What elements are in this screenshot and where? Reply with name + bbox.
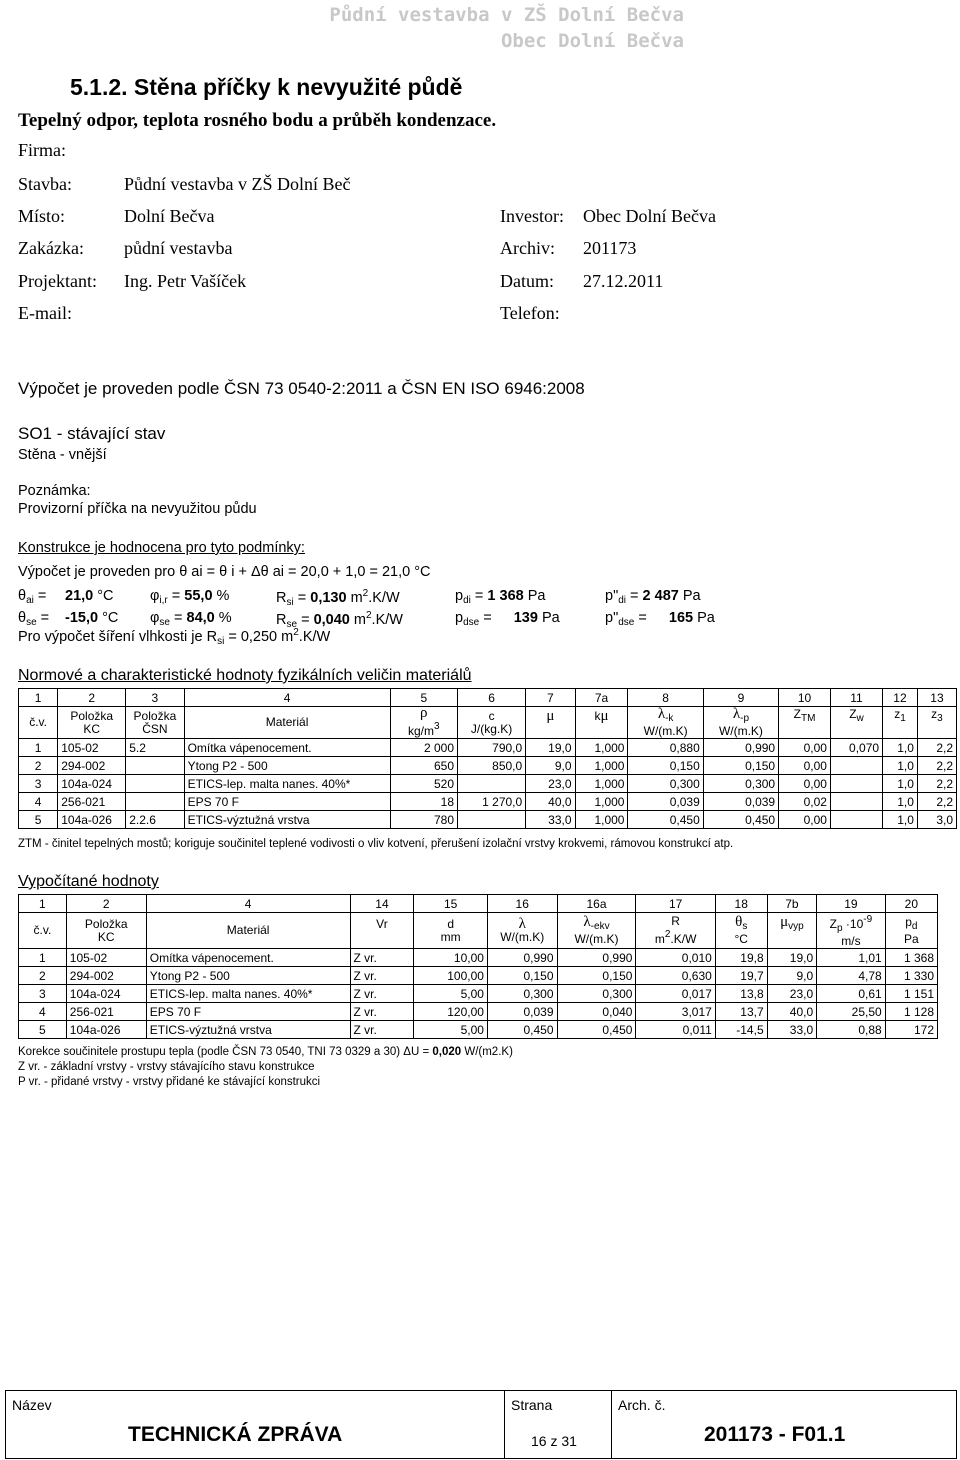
table-cell: 0,300 <box>487 985 557 1003</box>
table-cell: 0,02 <box>779 793 831 811</box>
header-c: c J/(kg.K) <box>458 707 526 739</box>
computed-column-numbers <box>19 895 938 913</box>
column-number: 16a <box>557 895 636 913</box>
header-kmu: kμ <box>575 707 628 739</box>
theta-ai-row: 21,0 °C <box>65 588 114 604</box>
table-cell: 4 <box>19 1003 67 1021</box>
rse-row: $R_{se} = 0,040$ $m^2.K/W$ <box>276 610 403 630</box>
table-cell: 1 151 <box>885 985 937 1003</box>
table-cell: 0,450 <box>557 1021 636 1039</box>
table-row <box>19 811 957 829</box>
table-cell: 1,0 <box>883 739 918 757</box>
conditions-line1: Výpočet je proveden pro θ ai = θ i + Δθ ai = 20,0 + 1,0 = 21,0 °C <box>18 564 431 580</box>
header-zw: $Z_w$ <box>830 707 882 739</box>
table-cell: 0,150 <box>557 967 636 985</box>
table-cell: 0,990 <box>703 739 778 757</box>
header-material: Materiál <box>146 913 350 949</box>
column-number: 7a <box>575 689 628 707</box>
table-cell: 0,150 <box>703 757 778 775</box>
rsi-moisture-row: Pro výpočet šíření vlhkosti je $R_{si} = 0,250$ $m^2.K/W$ <box>18 627 331 647</box>
table-cell: 4 <box>19 793 58 811</box>
table-cell: 3,017 <box>636 1003 715 1021</box>
rsi-moisture-value: 0,250 <box>240 629 278 645</box>
table-cell <box>830 811 882 829</box>
table-cell: 33,0 <box>526 811 575 829</box>
header-cv: č.v. <box>19 707 58 739</box>
table-cell: EPS 70 F <box>146 1003 350 1021</box>
header-lambda-k: $\lambda_{-k}$ W/(m.K) <box>628 707 703 739</box>
table-cell: 23,0 <box>767 985 817 1003</box>
stavba-label: Stavba: <box>18 174 72 194</box>
table-cell: 0,88 <box>817 1021 886 1039</box>
stavba-value: Půdní vestavba v ZŠ Dolní Beč <box>124 174 351 194</box>
table-row <box>19 793 957 811</box>
table-cell: 13,7 <box>715 1003 767 1021</box>
column-number: 8 <box>628 689 703 707</box>
table-cell <box>458 775 526 793</box>
table-cell: ETICS-lep. malta nanes. 40%* <box>146 985 350 1003</box>
title-block-name-label: Název <box>12 1397 52 1413</box>
column-number: 7 <box>526 689 575 707</box>
table-cell: Z vr. <box>350 949 414 967</box>
column-number: 2 <box>58 689 126 707</box>
table-cell: 120,00 <box>414 1003 488 1021</box>
correction-note-text: Korekce součinitele prostupu tepla (podle ČSN 73 0540, TNI 73 0329 a 30) ΔU = <box>18 1046 433 1058</box>
column-number: 1 <box>19 689 58 707</box>
table-cell: 0,300 <box>557 985 636 1003</box>
column-number: 10 <box>779 689 831 707</box>
pdi-sat-value: 2 487 <box>642 588 679 604</box>
table-cell: 1,0 <box>883 793 918 811</box>
table-cell: 9,0 <box>767 967 817 985</box>
table-cell: 19,0 <box>767 949 817 967</box>
projektant-label: Projektant: <box>18 271 97 291</box>
column-number: 3 <box>126 689 184 707</box>
rsi-value: 0,130 <box>310 590 347 606</box>
table-cell: 5 <box>19 811 58 829</box>
header-vr: Vr <box>350 913 414 949</box>
title-block-name: TECHNICKÁ ZPRÁVA <box>128 1423 343 1446</box>
phi-ir-value: 55,0 <box>184 588 213 604</box>
column-number: 7b <box>767 895 817 913</box>
note-label: Poznámka: <box>18 483 91 499</box>
table-cell <box>126 757 184 775</box>
table-cell: 1,000 <box>575 757 628 775</box>
table-cell: ETICS-lep. malta nanes. 40%* <box>184 775 390 793</box>
so-title: SO1 - stávající stav <box>18 424 166 443</box>
table-cell <box>126 793 184 811</box>
firma-label: Firma: <box>18 140 66 160</box>
table-cell: 104a-026 <box>58 811 126 829</box>
table-row <box>19 949 938 967</box>
table-cell: 104a-026 <box>66 1021 146 1039</box>
archiv-label: Archiv: <box>500 238 555 258</box>
table-cell: 0,300 <box>628 775 703 793</box>
pdse-row: $p_{dse} = 139$ Pa <box>455 610 560 628</box>
table-cell: 3 <box>19 985 67 1003</box>
pdi-sat-row: $p"_{di} = 2$ 487 Pa <box>605 588 701 606</box>
table-cell: 0,630 <box>636 967 715 985</box>
investor-value: Obec Dolní Bečva <box>583 206 716 226</box>
table-cell: 1,000 <box>575 793 628 811</box>
zakazka-value: půdní vestavba <box>124 238 233 258</box>
table-cell: 0,011 <box>636 1021 715 1039</box>
table-cell <box>830 775 882 793</box>
column-number: 9 <box>703 689 778 707</box>
table-cell: 18 <box>390 793 457 811</box>
table-cell: 780 <box>390 811 457 829</box>
column-number: 12 <box>883 689 918 707</box>
table-cell: 3 <box>19 775 58 793</box>
table-cell: 0,990 <box>557 949 636 967</box>
table-cell: 0,039 <box>628 793 703 811</box>
conditions-title: Konstrukce je hodnocena pro tyto podmínky: <box>18 540 305 556</box>
theta-se-label: $\theta_{se}$ = <box>18 610 50 628</box>
section-title: 5.1.2. Stěna příčky k nevyužité půdě <box>70 74 463 100</box>
table-cell: 1 368 <box>885 949 937 967</box>
header-lambda-ekv: $\lambda_{-ekv}$ W/(m.K) <box>557 913 636 949</box>
table-cell: 4,78 <box>817 967 886 985</box>
table-cell: Z vr. <box>350 985 414 1003</box>
column-number: 15 <box>414 895 488 913</box>
calc-basis: Výpočet je proveden podle ČSN 73 0540-2:2011 a ČSN EN ISO 6946:2008 <box>18 379 585 398</box>
theta-se-value: -15,0 <box>65 610 99 626</box>
header-polozka-kc: Položka KC <box>66 913 146 949</box>
table-cell: 0,010 <box>636 949 715 967</box>
misto-label: Místo: <box>18 206 66 226</box>
table-cell: ETICS-výztužná vrstva <box>146 1021 350 1039</box>
zakazka-label: Zakázka: <box>18 238 84 258</box>
correction-note <box>18 1046 513 1058</box>
table-cell: 1,000 <box>575 739 628 757</box>
table-cell: 2 <box>19 757 58 775</box>
materials-table <box>18 688 957 829</box>
email-label: E-mail: <box>18 303 72 323</box>
correction-unit: W/(m2.K) <box>461 1046 513 1058</box>
table-row <box>19 757 957 775</box>
theta-se-row: -15,0 °C <box>65 610 119 626</box>
computed-header-row <box>19 913 938 949</box>
materials-title: Normové a charakteristické hodnoty fyzikálních veličin materiálů <box>18 667 472 684</box>
table-cell: 0,61 <box>817 985 886 1003</box>
table-cell: Z vr. <box>350 1003 414 1021</box>
table-cell: 0,039 <box>487 1003 557 1021</box>
table-cell: 23,0 <box>526 775 575 793</box>
column-number: 1 <box>19 895 67 913</box>
zvr-note: Z vr. - základní vrstvy - vrstvy stávajícího stavu konstrukce <box>18 1061 315 1073</box>
table-cell: 294-002 <box>58 757 126 775</box>
theta-ai-label: $\theta_{ai}$ = <box>18 588 47 606</box>
column-number: 5 <box>390 689 457 707</box>
table-cell: 33,0 <box>767 1021 817 1039</box>
rse-value: 0,040 <box>313 612 350 628</box>
table-cell: 0,300 <box>703 775 778 793</box>
table-cell: 2.2.6 <box>126 811 184 829</box>
header-polozka-kc: Položka KC <box>58 707 126 739</box>
header-d: d mm <box>414 913 488 949</box>
column-number: 11 <box>830 689 882 707</box>
table-cell: 0,450 <box>487 1021 557 1039</box>
table-cell: 172 <box>885 1021 937 1039</box>
table-cell: 1 270,0 <box>458 793 526 811</box>
table-cell: 5.2 <box>126 739 184 757</box>
note-text: Provizorní příčka na nevyužitou půdu <box>18 501 257 517</box>
phi-ir-row: $\varphi_{i,r} = 55,0$ % <box>150 588 230 606</box>
column-number: 4 <box>146 895 350 913</box>
table-cell: 5,00 <box>414 1021 488 1039</box>
header-mu-vyp: $\mu_{vyp}$ <box>767 913 817 949</box>
table-cell: 0,00 <box>779 757 831 775</box>
header-z1: $z_1$ <box>883 707 918 739</box>
table-cell: 0,450 <box>628 811 703 829</box>
header-investor: Obec Dolní Bečva <box>500 30 684 52</box>
table-cell: Omítka vápenocement. <box>146 949 350 967</box>
table-cell: 0,880 <box>628 739 703 757</box>
table-row <box>19 1021 938 1039</box>
table-cell: 1,000 <box>575 775 628 793</box>
table-cell: 1 330 <box>885 967 937 985</box>
title-block <box>5 1390 957 1459</box>
table-cell: ETICS-výztužná vrstva <box>184 811 390 829</box>
header-lambda: λ W/(m.K) <box>487 913 557 949</box>
table-cell: 1,01 <box>817 949 886 967</box>
table-cell: 104a-024 <box>66 985 146 1003</box>
title-block-arch-cell <box>612 1391 956 1458</box>
column-number: 13 <box>917 689 956 707</box>
table-row <box>19 1003 938 1021</box>
header-mu: μ <box>526 707 575 739</box>
so-subtitle: Stěna - vnější <box>18 447 107 463</box>
table-cell: 0,039 <box>703 793 778 811</box>
table-cell: 25,50 <box>817 1003 886 1021</box>
materials-note: ZTM - činitel tepelných mostů; koriguje součinitel teplené vodivosti o vliv kotvení, přerušení izolační vrstvy krokvemi, rámovou konstrukcí atp. <box>18 838 734 850</box>
table-cell: 2,2 <box>917 757 956 775</box>
table-cell: 850,0 <box>458 757 526 775</box>
table-cell: 5 <box>19 1021 67 1039</box>
table-cell: 1 <box>19 739 58 757</box>
table-cell: 105-02 <box>66 949 146 967</box>
title-block-page-cell <box>505 1391 612 1458</box>
title-block-page-label: Strana <box>511 1397 553 1413</box>
header-polozka-csn: Položka ČSN <box>126 707 184 739</box>
table-cell: 2,2 <box>917 739 956 757</box>
table-cell: 0,00 <box>779 811 831 829</box>
table-cell: 0,450 <box>703 811 778 829</box>
table-cell: 0,150 <box>628 757 703 775</box>
pdse-value: 139 <box>513 610 538 626</box>
table-cell: 1,0 <box>883 757 918 775</box>
investor-label: Investor: <box>500 206 564 226</box>
title-block-arch: 201173 - F01.1 <box>704 1423 846 1446</box>
table-cell: 1 128 <box>885 1003 937 1021</box>
header-zp: $Z_p \cdot 10^{-9}$ m/s <box>817 913 886 949</box>
table-cell <box>830 793 882 811</box>
datum-value: 27.12.2011 <box>583 271 664 291</box>
table-cell: 100,00 <box>414 967 488 985</box>
column-number: 14 <box>350 895 414 913</box>
table-cell: 2 <box>19 967 67 985</box>
pdse-sat-value: 165 <box>668 610 694 626</box>
pvr-note: P vr. - přidané vrstvy - vrstvy přidané ke stávající konstrukci <box>18 1076 321 1088</box>
table-cell: 0,990 <box>487 949 557 967</box>
datum-label: Datum: <box>500 271 554 291</box>
rsi-row: $R_{si} = 0,130$ $m^2.K/W$ <box>276 588 400 608</box>
projektant-value: Ing. Petr Vašíček <box>124 271 247 291</box>
column-number: 19 <box>817 895 886 913</box>
table-cell: 520 <box>390 775 457 793</box>
column-number: 20 <box>885 895 937 913</box>
table-cell: 256-021 <box>58 793 126 811</box>
header-ztm: $Z_{TM}$ <box>779 707 831 739</box>
table-cell: 2,2 <box>917 775 956 793</box>
table-cell: 1,000 <box>575 811 628 829</box>
theta-ai-value: 21,0 <box>65 588 94 604</box>
table-cell: 9,0 <box>526 757 575 775</box>
telefon-label: Telefon: <box>500 303 560 323</box>
header-z3: $z_3$ <box>917 707 956 739</box>
table-row <box>19 775 957 793</box>
table-cell <box>458 811 526 829</box>
table-cell: 650 <box>390 757 457 775</box>
header-cv: č.v. <box>19 913 67 949</box>
table-cell <box>126 775 184 793</box>
computed-title: Vypočítané hodnoty <box>18 873 159 890</box>
table-cell: 1,0 <box>883 775 918 793</box>
archiv-value: 201173 <box>583 238 637 258</box>
table-cell: 790,0 <box>458 739 526 757</box>
header-lambda-p: $\lambda_{-p}$ W/(m.K) <box>703 707 778 739</box>
column-number: 6 <box>458 689 526 707</box>
table-cell: Omítka vápenocement. <box>184 739 390 757</box>
title-block-arch-label: Arch. č. <box>618 1397 666 1413</box>
table-cell <box>830 757 882 775</box>
phi-se-value: 84,0 <box>186 610 215 626</box>
column-number: 2 <box>66 895 146 913</box>
table-cell: 0,070 <box>830 739 882 757</box>
table-row <box>19 739 957 757</box>
table-cell: 0,040 <box>557 1003 636 1021</box>
table-cell: 1,0 <box>883 811 918 829</box>
table-cell: 294-002 <box>66 967 146 985</box>
header-project: Půdní vestavba v ZŠ Dolní Bečva <box>329 4 684 26</box>
header-material: Materiál <box>184 707 390 739</box>
header-pd: $p_d$ Pa <box>885 913 937 949</box>
table-cell: 0,150 <box>487 967 557 985</box>
column-number: 18 <box>715 895 767 913</box>
table-cell: 10,00 <box>414 949 488 967</box>
table-cell: Z vr. <box>350 1021 414 1039</box>
pdi-row: $p_{di} = 1$ 368 Pa <box>455 588 546 606</box>
title-block-page: 16 z 31 <box>531 1433 577 1449</box>
table-cell: 105-02 <box>58 739 126 757</box>
table-cell: Z vr. <box>350 967 414 985</box>
table-cell: 19,0 <box>526 739 575 757</box>
table-row <box>19 985 938 1003</box>
column-number: 4 <box>184 689 390 707</box>
table-cell: 2 000 <box>390 739 457 757</box>
column-number: 17 <box>636 895 715 913</box>
table-cell: Ytong P2 - 500 <box>146 967 350 985</box>
table-cell: 0,00 <box>779 739 831 757</box>
table-cell: 1 <box>19 949 67 967</box>
pdi-value: 1 368 <box>487 588 524 604</box>
title-block-name-cell <box>6 1391 505 1458</box>
materials-column-numbers <box>19 689 957 707</box>
table-cell: 40,0 <box>767 1003 817 1021</box>
table-cell: 0,017 <box>636 985 715 1003</box>
table-cell: 0,00 <box>779 775 831 793</box>
section-subtitle: Tepelný odpor, teplota rosného bodu a průběh kondenzace. <box>18 110 497 131</box>
header-rho: ρ $kg/m^3$ <box>390 707 457 739</box>
table-cell: 2,2 <box>917 793 956 811</box>
table-cell: EPS 70 F <box>184 793 390 811</box>
table-cell: 5,00 <box>414 985 488 1003</box>
table-cell: 13,8 <box>715 985 767 1003</box>
table-cell: Ytong P2 - 500 <box>184 757 390 775</box>
column-number: 16 <box>487 895 557 913</box>
table-cell: 19,7 <box>715 967 767 985</box>
table-cell: 40,0 <box>526 793 575 811</box>
materials-header-row <box>19 707 957 739</box>
pdse-sat-row: $p"_{dse} = 165$ Pa <box>605 610 715 628</box>
table-cell: 256-021 <box>66 1003 146 1021</box>
computed-table <box>18 894 938 1039</box>
table-cell: 104a-024 <box>58 775 126 793</box>
header-r: R $m^2.K/W$ <box>636 913 715 949</box>
table-cell: 3,0 <box>917 811 956 829</box>
phi-se-row: $\varphi_{se} = 84,0$ % <box>150 610 232 628</box>
table-cell: -14,5 <box>715 1021 767 1039</box>
table-row <box>19 967 938 985</box>
correction-value: 0,020 <box>432 1046 462 1058</box>
header-theta-s: $\theta_s$ °C <box>715 913 767 949</box>
misto-value: Dolní Bečva <box>124 206 215 226</box>
table-cell: 19,8 <box>715 949 767 967</box>
